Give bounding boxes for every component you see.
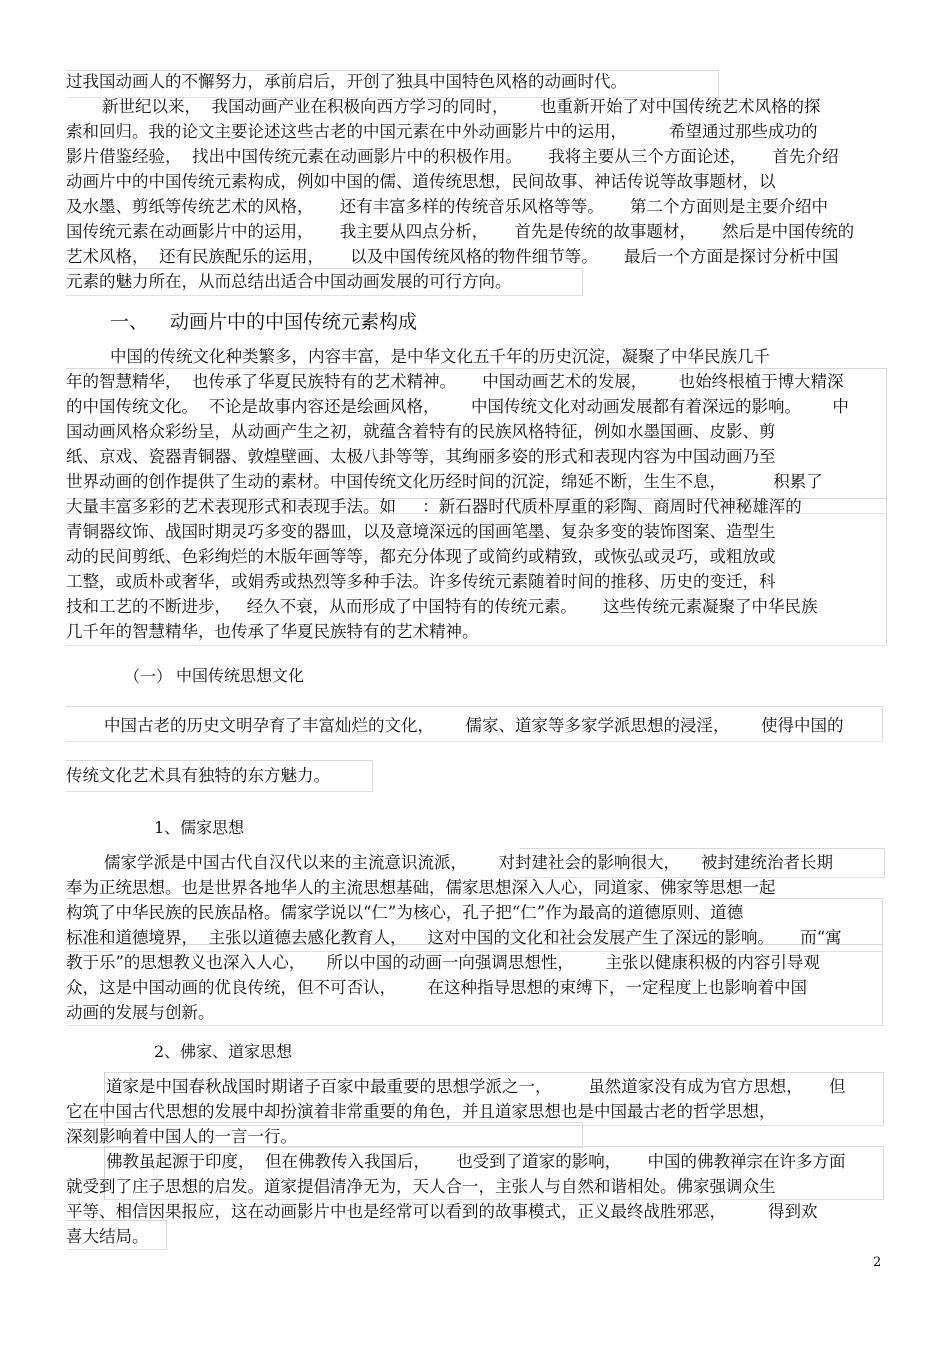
paragraph-line: 奉为正统思想。也是世界各地华人的主流思想基础，儒家思想深入人心，同道家、佛家等思想一起 bbox=[66, 878, 776, 897]
paragraph-line: 儒家学派是中国古代自汉代以来的主流意识流派， 对封建社会的影响很大， 被封建统治者长期 bbox=[104, 853, 833, 872]
paragraph-line: 平等、相信因果报应，这在动画影片中也是经常可以看到的故事模式，正义最终战胜邪恶， 得到欢 bbox=[66, 1202, 818, 1221]
paragraph-line: 传统文化艺术具有独特的东方魅力。 bbox=[66, 766, 330, 785]
paragraph-line: 动画的发展与创新。 bbox=[66, 1003, 215, 1022]
paragraph-line: 纸、京戏、瓷器青铜器、敦煌壁画、太极八卦等等，其绚丽多姿的形式和表现内容为中国动画乃至 bbox=[66, 447, 776, 466]
paragraph-line: 几千年的智慧精华，也传承了华夏民族特有的艺术精神。 bbox=[66, 622, 479, 641]
paragraph-line: 影片借鉴经验， 找出中国传统元素在动画影片中的积极作用。 我将主要从三个方面论述， 首先介绍 bbox=[66, 147, 839, 166]
paragraph-line: 青铜器纹饰、战国时期灵巧多变的器皿，以及意境深远的国画笔墨、复杂多变的装饰图案、造型生 bbox=[66, 522, 776, 541]
paragraph-line: 动画片中的中国传统元素构成，例如中国的儒、道传统思想，民间故事、神话传说等故事题材，以 bbox=[66, 172, 776, 191]
item-heading: 1、儒家思想 bbox=[154, 818, 245, 837]
paragraph-line: 它在中国古代思想的发展中却扮演着非常重要的角色，并且道家思想也是中国最古老的哲学思想， bbox=[66, 1102, 776, 1121]
subsection-number: （一） bbox=[124, 667, 173, 686]
paragraph-line: 教于乐”的思想教义也深入人心， 所以中国的动画一向强调思想性， 主张以健康积极的内容引导观 bbox=[66, 953, 820, 972]
paragraph-line: 动的民间剪纸、色彩绚烂的木版年画等等，都充分体现了或简约或精致，或恢弘或灵巧，或粗放或 bbox=[66, 547, 776, 566]
paragraph-line: 大量丰富多彩的艺术表现形式和表现手法。如 ：新石器时代质朴厚重的彩陶、商周时代神秘雄浑的 bbox=[66, 497, 802, 516]
paragraph-line: 中国古老的历史文明孕育了丰富灿烂的文化， 儒家、道家等多家学派思想的浸淫， 使得中国的 bbox=[104, 716, 844, 735]
paragraph-line: 国动画风格众彩纷呈，从动画产生之初，就蕴含着特有的民族风格特征，例如水墨国画、皮影、剪 bbox=[66, 422, 776, 441]
paragraph-line: 佛教虽起源于印度， 但在佛教传入我国后， 也受到了道家的影响， 中国的佛教禅宗在许多方面 bbox=[106, 1152, 846, 1171]
paragraph-line: 过我国动画人的不懈努力，承前启后，开创了独具中国特色风格的动画时代。 bbox=[66, 72, 627, 91]
paragraph-line: 就受到了庄子思想的启发。道家提倡清净无为，天人合一，主张人与自然和谐相处。佛家强调众生 bbox=[66, 1177, 776, 1196]
item-heading: 2、佛家、道家思想 bbox=[154, 1042, 293, 1061]
paragraph-line: 道家是中国春秋战国时期诸子百家中最重要的思想学派之一， 虽然道家没有成为官方思想， 但 bbox=[106, 1077, 846, 1096]
paragraph-line: 工整，或质朴或奢华，或娟秀或热烈等多种手法。许多传统元素随着时间的推移、历史的变迁，科 bbox=[66, 572, 776, 591]
paragraph-line: 众，这是中国动画的优良传统，但不可否认， 在这种指导思想的束缚下，一定程度上也影响着中国 bbox=[66, 978, 807, 997]
paragraph-line: 标准和道德境界， 主张以道德去感化教育人， 这对中国的文化和社会发展产生了深远的影响。 而“寓 bbox=[66, 928, 842, 947]
paragraph-line: 索和回归。我的论文主要论述这些古老的中国元素在中外动画影片中的运用， 希望通过那些成功的 bbox=[66, 122, 818, 141]
section-title: 动画片中的中国传统元素构成 bbox=[170, 311, 418, 333]
paragraph-line: 技和工艺的不断进步， 经久不衰，从而形成了中国特有的传统元素。 这些传统元素凝聚了中华民族 bbox=[66, 597, 818, 616]
paragraph-line: 新世纪以来， 我国动画产业在积极向西方学习的同时， 也重新开始了对中国传统艺术风格的探 bbox=[102, 97, 821, 116]
paragraph-line: 中国的传统文化种类繁多，内容丰富，是中华文化五千年的历史沉淀，凝聚了中华民族几千 bbox=[110, 347, 770, 366]
paragraph-line: 及水墨、剪纸等传统艺术的风格， 还有丰富多样的传统音乐风格等等。 第二个方面则是主要介绍中 bbox=[66, 197, 828, 216]
paragraph-line: 艺术风格， 还有民族配乐的运用， 以及中国传统风格的物件细节等。 最后一个方面是探讨分析中国 bbox=[66, 247, 839, 266]
paragraph-line: 喜大结局。 bbox=[66, 1227, 149, 1246]
section-number: 一、 bbox=[110, 311, 149, 333]
paragraph-line: 的中国传统文化。 不论是故事内容还是绘画风格， 中国传统文化对动画发展都有着深远的影响。 中 bbox=[66, 397, 849, 416]
paragraph-line: 元素的魅力所在，从而总结出适合中国动画发展的可行方向。 bbox=[66, 272, 512, 291]
paragraph-line: 构筑了中华民族的民族品格。儒家学说以“仁”为核心，孔子把“仁”作为最高的道德原则、道德 bbox=[66, 903, 744, 922]
paragraph-line: 世界动画的创作提供了生动的素材。中国传统文化历经时间的沉淀，绵延不断，生生不息， 积累了 bbox=[66, 472, 823, 491]
paragraph-line: 深刻影响着中国人的一言一行。 bbox=[66, 1127, 297, 1146]
page-number: 2 bbox=[873, 1255, 882, 1270]
subsection-title: 中国传统思想文化 bbox=[176, 666, 305, 685]
paragraph-line: 国传统元素在动画影片中的运用， 我主要从四点分析， 首先是传统的故事题材， 然后是中国传统的 bbox=[66, 222, 855, 241]
paragraph-line: 年的智慧精华， 也传承了华夏民族特有的艺术精神。 中国动画艺术的发展， 也始终根植于博大精深 bbox=[66, 372, 844, 391]
